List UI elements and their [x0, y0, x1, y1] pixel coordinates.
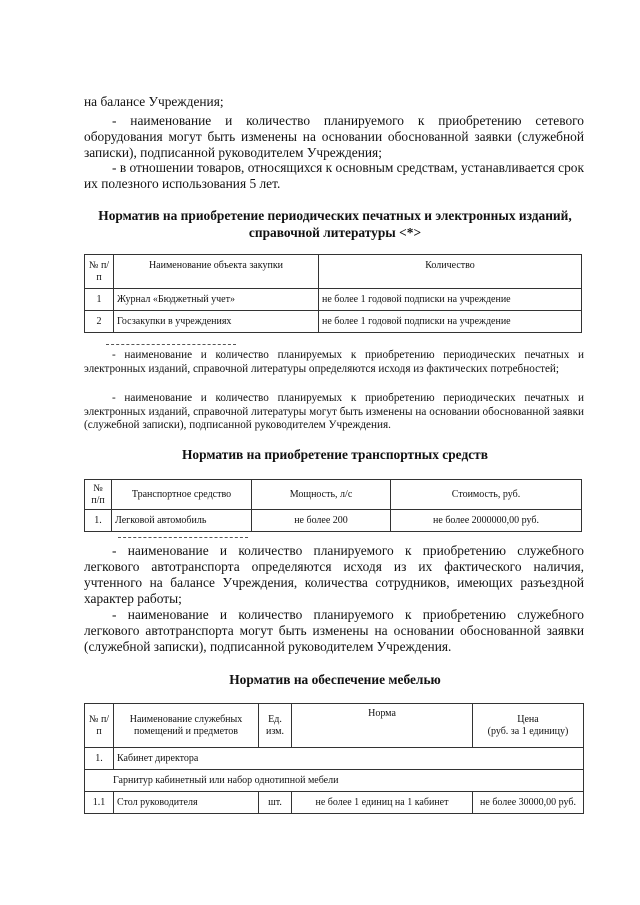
periodicals-note-changes: - наименование и количество планируемых к приобретению периодических печатных и электронных изданий, справочной литературы могут быть изменены на основании обоснованной заявки (служебной записки), подписанной руководителем Учреждения.: [84, 392, 584, 432]
row-quantity: не более 1 годовой подписки на учреждение: [319, 289, 582, 311]
row-quantity: не более 1 годовой подписки на учреждение: [319, 311, 582, 333]
furniture-table: [84, 703, 584, 814]
intro-paragraph-fixed-assets: - в отношении товаров, относящихся к основным средствам, устанавливается срок их полезного использования 5 лет.: [84, 160, 584, 191]
col-header-unit: Ед. изм.: [259, 704, 292, 748]
row-num: 2: [85, 311, 114, 333]
col-header-norm: Норма: [292, 704, 473, 748]
table-row: [85, 311, 582, 333]
furniture-title: Норматив на обеспечение мебелью: [229, 672, 441, 687]
col-header-num: № п/п: [85, 255, 114, 289]
periodicals-title-line1: Норматив на приобретение периодических печатных и электронных изданий,: [98, 208, 572, 223]
col-header-vehicle: Транспортное средство: [112, 480, 252, 510]
row-num: 1.: [85, 510, 112, 532]
row-num: 1: [85, 289, 114, 311]
periodicals-table: [84, 254, 582, 333]
price-header-line2: (руб. за 1 единицу): [487, 725, 569, 737]
col-header-name: Наименование служебных помещений и предметов: [114, 704, 259, 748]
col-header-quantity: Количество: [319, 255, 582, 289]
row-price: не более 30000,00 руб.: [473, 792, 584, 814]
table-row: [85, 289, 582, 311]
row-num: 1.1: [85, 792, 114, 814]
col-header-num: № п/п: [85, 704, 114, 748]
table-row: [85, 510, 582, 532]
col-header-power: Мощность, л/с: [252, 480, 391, 510]
section-num: 1.: [85, 748, 114, 770]
footnote-separator: [118, 537, 248, 538]
row-vehicle: Легковой автомобиль: [112, 510, 252, 532]
section-row: [85, 748, 584, 770]
row-power: не более 200: [252, 510, 391, 532]
col-header-price: [473, 704, 584, 748]
periodicals-note-needs: - наименование и количество планируемых к приобретению периодических печатных и электронных изданий, справочной литературы определяются исходя из фактических потребностей;: [84, 349, 584, 375]
row-item: Стол руководителя: [114, 792, 259, 814]
row-object: Журнал «Бюджетный учет»: [114, 289, 319, 311]
col-header-cost: Стоимость, руб.: [391, 480, 582, 510]
transport-note-quantity: - наименование и количество планируемого к приобретению служебного легкового автотранспорта определяются исходя из их фактического наличия, учтенного на балансе Учреждения, количества сотрудников, имеющих разъездной характер работы;: [84, 543, 584, 606]
transport-table: [84, 479, 582, 532]
intro-line: на балансе Учреждения;: [84, 94, 224, 109]
transport-note-changes: - наименование и количество планируемого к приобретению служебного легкового автотранспорта могут быть изменены на основании обоснованной заявки (служебной записки), подписанной руководителем Учреждения.: [84, 607, 584, 654]
subsection-row: [85, 770, 584, 792]
transport-title: Норматив на приобретение транспортных средств: [182, 447, 488, 462]
periodicals-title-line2: справочной литературы <*>: [248, 225, 422, 240]
row-norm: не более 1 единиц на 1 кабинет: [292, 792, 473, 814]
price-header-line1: Цена: [517, 713, 539, 725]
row-unit: шт.: [259, 792, 292, 814]
row-object: Госзакупки в учреждениях: [114, 311, 319, 333]
intro-paragraph-network-equipment: - наименование и количество планируемого к приобретению сетевого оборудования могут быть изменены на основании обоснованной заявки (служебной записки), подписанной руководителем Учреждения;: [84, 113, 584, 160]
col-header-object: Наименование объекта закупки: [114, 255, 319, 289]
footnote-separator: [106, 344, 236, 345]
subsection-title: Гарнитур кабинетный или набор однотипной мебели: [85, 770, 584, 792]
col-header-num: № п/п: [85, 480, 112, 510]
table-row: [85, 792, 584, 814]
section-title: Кабинет директора: [114, 748, 584, 770]
row-cost: не более 2000000,00 руб.: [391, 510, 582, 532]
